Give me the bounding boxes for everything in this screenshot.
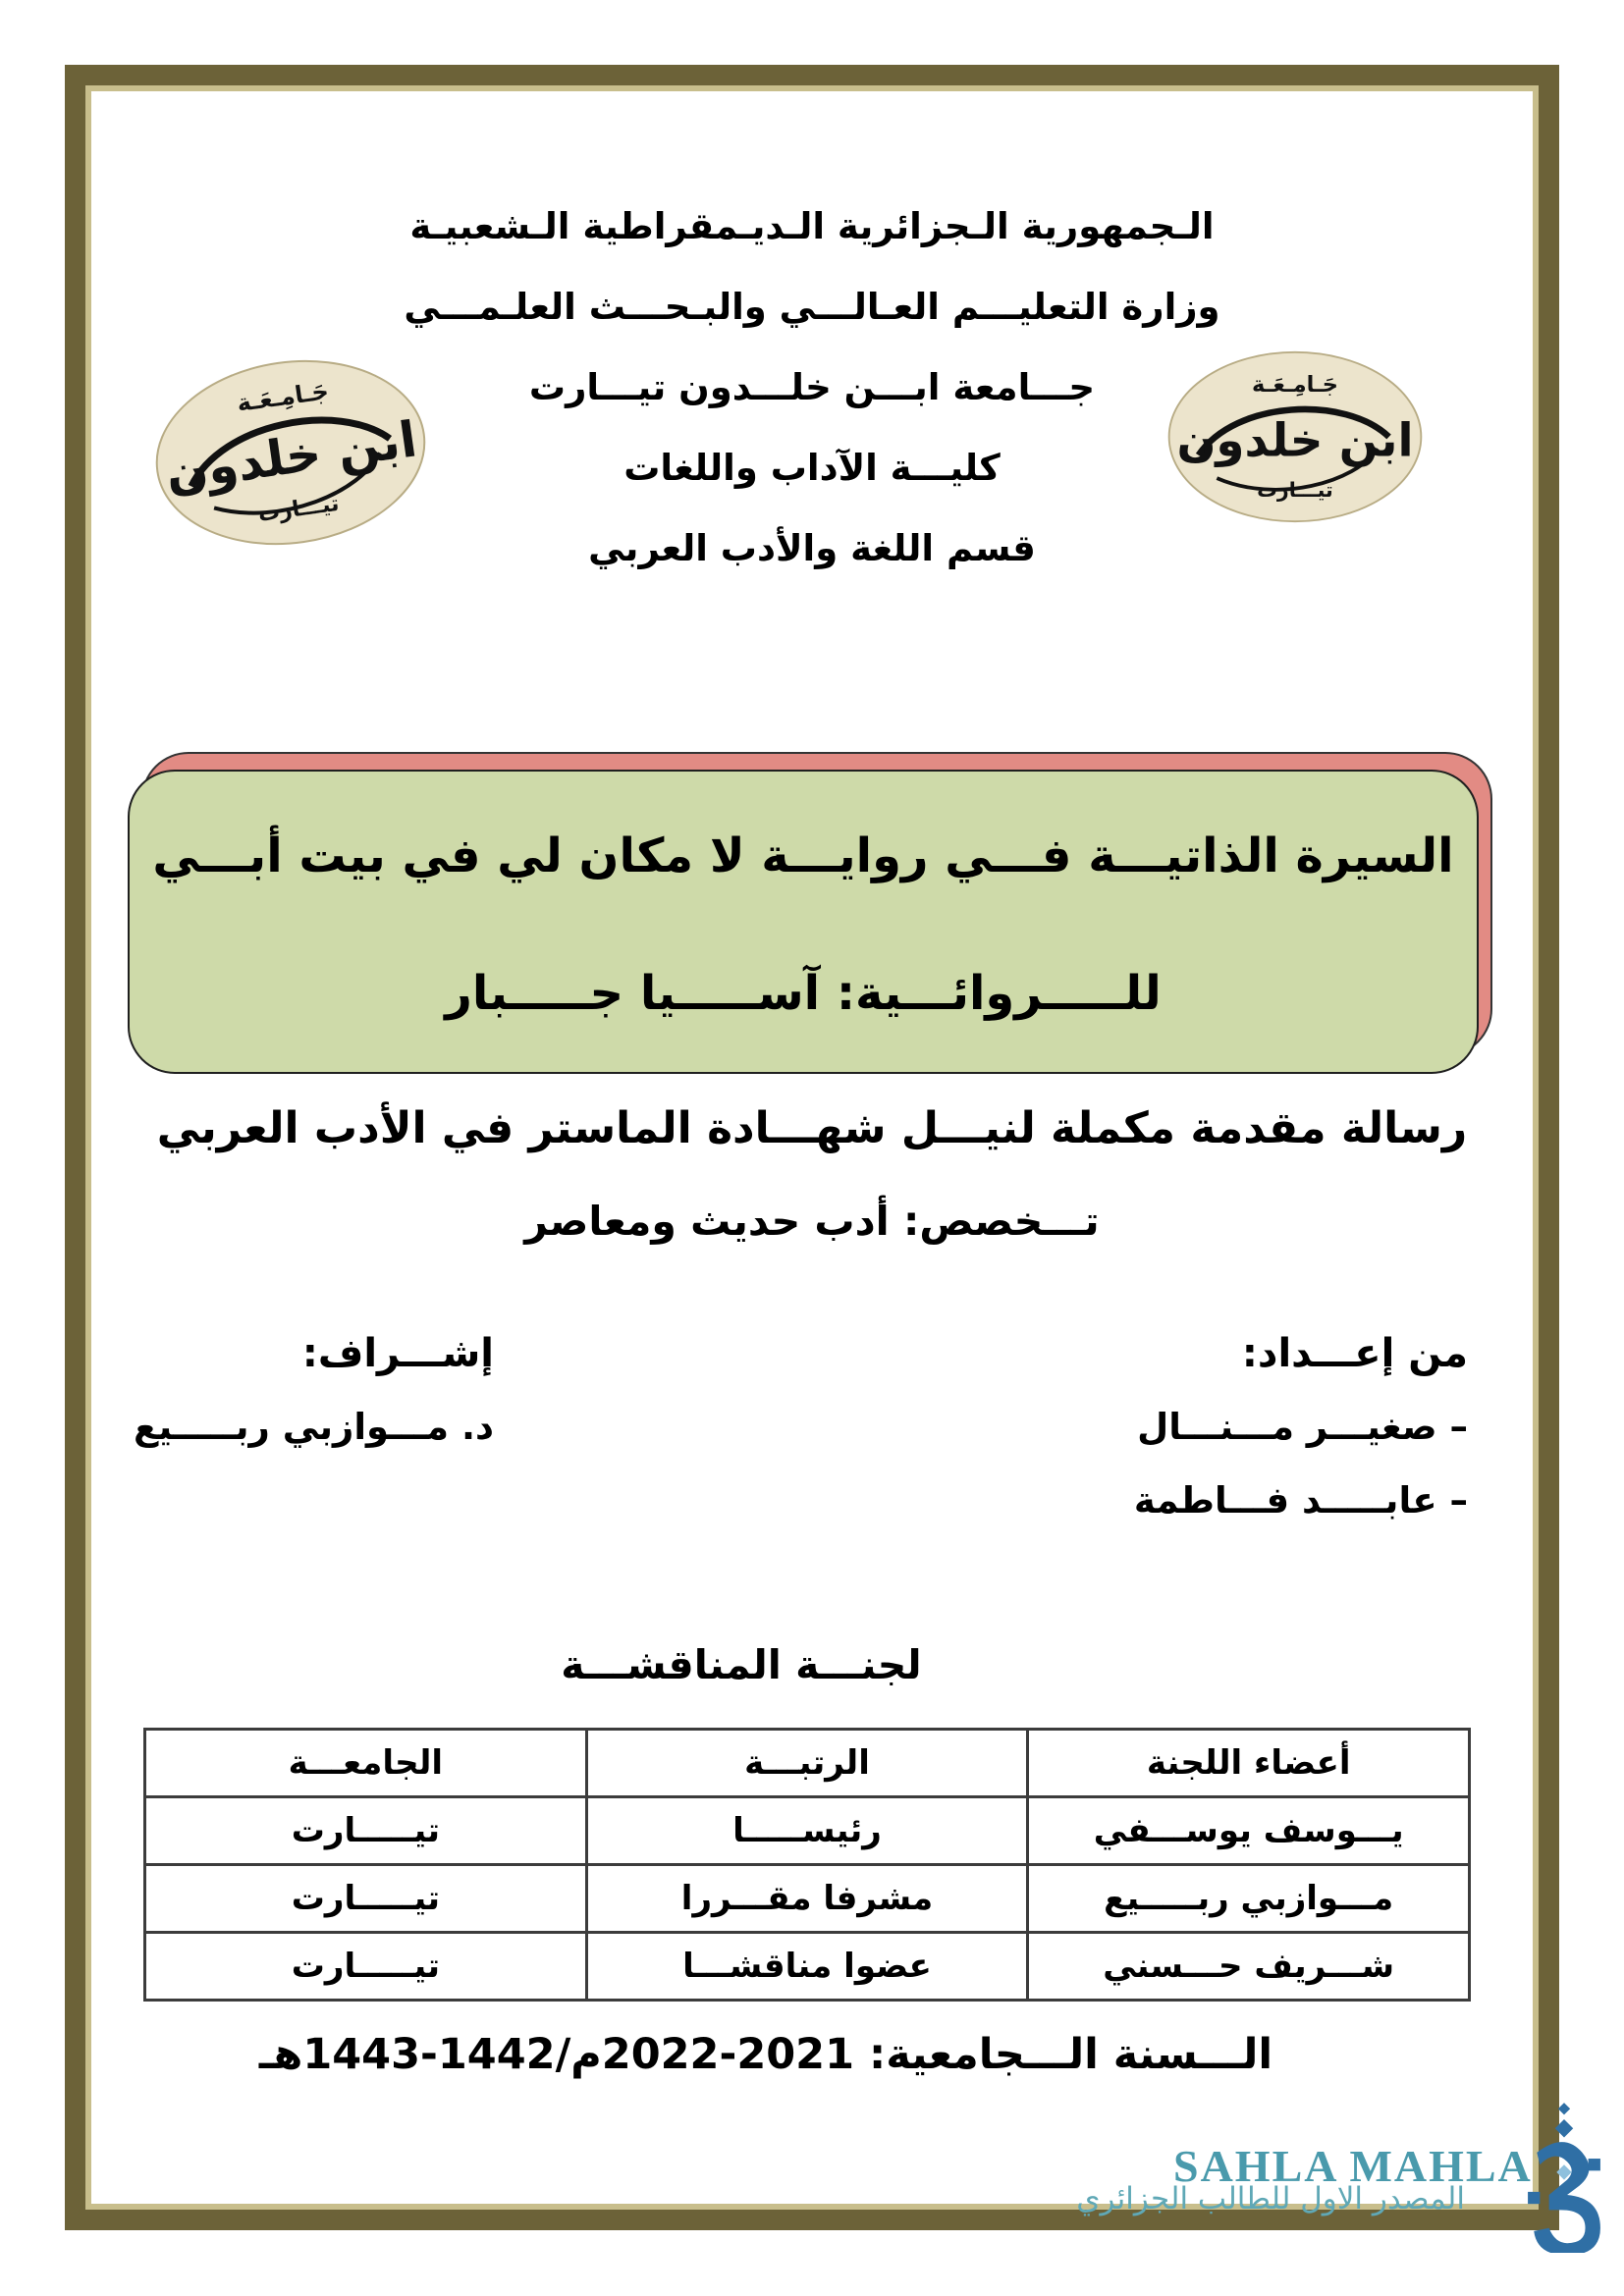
member-name: يـــوسف يوســـفي [1028,1797,1470,1865]
header-republic-line: الـجمهورية الـجزائرية الـديـمقراطية الـشعبيـة [409,205,1215,247]
watermark-brand: SAHLA MAHLA [1173,2141,1533,2191]
seal-main-text: ابن خلدون [1176,414,1414,468]
member-rank: مشرفا مقـــررا [586,1865,1028,1933]
watermark-tagline: المصدر الاول للطالب الجزائري [1076,2181,1465,2216]
member-university: تيـــــارت [145,1797,587,1865]
member-university: تيـــــارت [145,1865,587,1933]
table-row [145,1933,1470,2001]
column-rank: الرتبـــة [586,1730,1028,1797]
column-members: أعضاء اللجنة [1028,1730,1470,1797]
committee-header-row [145,1730,1470,1797]
committee-title: لجنـــة المناقشـــة [561,1641,922,1688]
member-name: شـــريف حـــسني [1028,1933,1470,2001]
header-ministry-line: وزارة التعليـــم العـالـــي والبـحـــث العلـمـــي [404,286,1220,328]
member-name: مـــوازبي ربـــــيع [1028,1865,1470,1933]
thesis-title-line1: السيرة الذاتيـــة فـــي روايـــة لا مكان لي في بيت أبـــي [152,828,1454,883]
university-seal-left-icon [141,337,441,567]
thesis-title-box [128,770,1479,1074]
supervisor-name: د. مـــوازبي ربـــــيع [134,1406,494,1448]
watermark-calligraphy-logo-icon [1525,2101,1603,2253]
header-department-line: قسم اللغة والأدب العربي [588,527,1036,569]
thesis-title-line2: للـــــروائـــية: آســـــيا جـــــبار [445,966,1162,1021]
specialty-line: تـــخصص: أدب حديث ومعاصر [524,1198,1100,1245]
authors-label: من إعـــداد: [1241,1331,1468,1376]
authors-section [1134,1331,1468,1553]
seal-bottom-text: تيـــارت [256,491,341,528]
supervisor-section [134,1331,494,1479]
member-rank: رئيســـــا [586,1797,1028,1865]
committee-table [143,1728,1471,2002]
column-university: الجامعـــة [145,1730,587,1797]
header-university-line: جـــامعة ابـــن خلـــدون تيـــارت [528,366,1096,408]
academic-year: الـــسنة الـــجامعية: 2021-2022م/1442-1443هـ [258,2030,1273,2079]
seal-main-text: ابن خلدون [162,410,421,503]
member-rank: عضوا مناقشـــا [586,1933,1028,2001]
university-seal-right-icon [1162,349,1429,524]
author-name-1: – صغيـــر مـــنـــال [1137,1406,1468,1448]
degree-subtitle: رسالة مقدمة مكملة لنيـــل شهـــادة الماستر في الأدب العربي [156,1103,1468,1153]
seal-top-text: جَـامِـعَـة [235,377,331,417]
table-row [145,1797,1470,1865]
seal-bottom-text: تيـــارت [1257,477,1333,502]
member-university: تيـــــارت [145,1933,587,2001]
supervisor-label: إشـــراف: [301,1331,494,1376]
seal-top-text: جَـامِـعَـة [1252,372,1338,399]
table-row [145,1865,1470,1933]
author-name-2: – عابـــــد فـــاطمة [1133,1479,1468,1522]
header-faculty-line: كليـــة الآداب واللغات [623,447,1001,489]
